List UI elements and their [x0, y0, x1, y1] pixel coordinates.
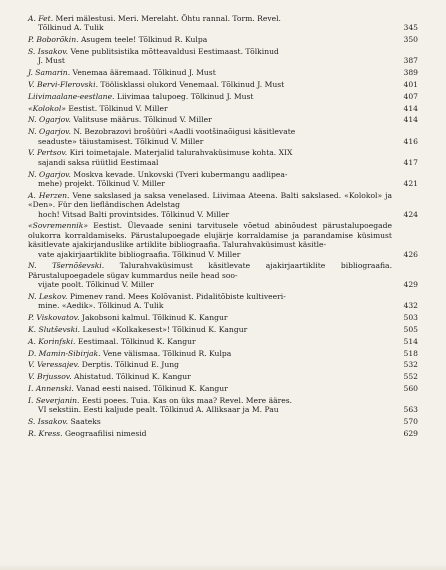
toc-author: A. Fet.	[28, 14, 54, 23]
toc-author: A. Herzen.	[28, 190, 70, 200]
toc-entry	[28, 396, 418, 415]
toc-author: N. Ogarjov.	[28, 115, 71, 125]
toc-title: Kiri toimetajale. Materjalid talurahvaküsimuse kohta. XIX	[69, 148, 293, 158]
toc-title: Eesti poees. Tuia. Kas on üks maa? Revel. Mere ääres.	[81, 395, 293, 405]
toc-entry-first-line	[28, 191, 392, 210]
toc-author: «Sovremennik»	[28, 221, 88, 231]
toc-page-number: 387	[403, 56, 418, 66]
toc-page-number: 350	[403, 35, 418, 45]
toc-entry-first-line	[28, 292, 392, 301]
toc-page-number: 570	[403, 417, 418, 427]
toc-page-number: 629	[403, 428, 418, 438]
toc-entry	[28, 14, 418, 33]
page-edge	[0, 564, 446, 570]
toc-title: Eestist. Ülevaade senini tarvitusele võetud abinõudest pärustalupoegade olukorra korraldamiseks. Pärustalupoegade elujärje korraldamise ja parandamise küsimust käsitlevate ajakirjanduslike artiklite bibliograafia. Talurahvaküsimust käsitle-	[28, 221, 392, 250]
toc-entry	[28, 221, 418, 259]
toc-page-number: 563	[403, 405, 418, 415]
toc-page-number: 552	[403, 372, 418, 382]
toc-entry	[28, 384, 418, 393]
toc-entry	[28, 148, 418, 167]
toc-page-number: 424	[403, 209, 418, 219]
toc-entry	[28, 292, 418, 311]
toc-entry	[28, 68, 418, 77]
toc-entry-first-line	[28, 115, 392, 124]
toc-title: Eestimaal. Tõlkinud K. Kangur	[77, 336, 196, 346]
toc-entry	[28, 261, 418, 289]
toc-page-number: 401	[403, 80, 418, 89]
toc-page-number: 518	[403, 348, 418, 358]
toc-entry-first-line	[28, 14, 392, 23]
toc-page-number: 560	[403, 384, 418, 394]
toc-entry	[28, 325, 418, 334]
toc-author: S. Issakov.	[28, 417, 69, 427]
toc-page-number: 505	[403, 325, 418, 335]
toc-title: Vene välismaa. Tõlkinud R. Kulpa	[102, 348, 232, 358]
toc-page-number: 532	[403, 360, 418, 370]
toc-entry-first-line	[28, 148, 392, 157]
toc-title-continuation: J. Must	[38, 56, 65, 66]
toc-entry	[28, 417, 418, 426]
toc-title-continuation: mehe) projekt. Tõlkinud V. Miller	[38, 179, 165, 188]
toc-entry	[28, 127, 418, 146]
toc-title: Eestist. Tõlkinud V. Miller	[68, 103, 168, 113]
toc-title-continuation: VI sekstiin. Eesti kaljude pealt. Tõlkinud A. Alliksaar ja M. Pau	[38, 405, 279, 415]
toc-author: Liivimaalane-eestlane.	[28, 91, 115, 101]
toc-entry-first-line	[28, 261, 392, 280]
toc-entry-first-line	[28, 68, 392, 77]
toc-entry	[28, 337, 418, 346]
toc-title: Meri mälestusi. Meri. Merelaht. Õhtu rannal. Torm. Revel.	[55, 14, 281, 23]
toc-entry-first-line	[28, 80, 392, 89]
toc-page-number: 407	[403, 91, 418, 101]
toc-entry	[28, 191, 418, 219]
toc-author: N. Tšernõševski.	[28, 261, 105, 271]
toc-title: Derptis. Tõlkinud E. Jung	[81, 360, 179, 370]
toc-title: Valitsuse määrus. Tõlkinud V. Miller	[73, 115, 212, 125]
toc-title-continuation: vijate poolt. Tõlkinud V. Miller	[38, 280, 154, 290]
toc-entry-first-line	[28, 417, 392, 426]
toc-title: Pimenev rand. Mees Kolõvanist. Pidalitõbiste kultiveeri-	[69, 292, 286, 302]
toc-author: V. Brjussov.	[28, 372, 72, 382]
toc-author: I. Annenski.	[28, 384, 74, 394]
toc-page-number: 432	[403, 301, 418, 311]
toc-title: Talurahvaküsimust käsitlevate ajakirjaartiklite bibliograafia. Pärustalupoegadele sügav kummardus neile head soo-	[28, 261, 392, 280]
toc-title-continuation: sajandi saksa rüütlid Eestimaal	[38, 157, 159, 167]
toc-title: Moskva kevade. Unkovski (Tveri kubermangu aadlipea-	[73, 169, 288, 179]
toc-entry	[28, 35, 418, 44]
toc-author: A. Korinfski.	[28, 336, 76, 346]
toc-page-number: 514	[403, 336, 418, 346]
toc-title-continuation: seaduste» täiustamisest. Tõlkinud V. Miller	[38, 136, 204, 146]
toc-entry-first-line	[28, 349, 392, 358]
toc-entry-first-line	[28, 170, 392, 179]
toc-entry-first-line	[28, 384, 392, 393]
toc-entry	[28, 80, 418, 89]
toc-title: Vanad eesti naised. Tõlkinud K. Kangur	[76, 384, 228, 394]
toc-entry	[28, 115, 418, 124]
toc-author: V. Bervi-Flerovski.	[28, 80, 98, 89]
toc-entry	[28, 360, 418, 369]
toc-page-number: 389	[403, 68, 418, 78]
toc-entry	[28, 47, 418, 66]
toc-entry-first-line	[28, 47, 392, 56]
toc-entry-first-line	[28, 313, 392, 322]
toc-author: D. Mamin-Sibirjak.	[28, 348, 101, 358]
toc-title: Vene sakslased ja saksa venelased. Liivimaa Ateena. Balti sakslased. «Kolokol» ja «Den». Für den liefländischen Adelstag	[28, 190, 393, 210]
toc-page-number: 345	[403, 23, 418, 33]
toc-author: V. Veressajev.	[28, 360, 80, 370]
toc-entry-first-line	[28, 325, 392, 334]
toc-title: Liivimaa talupoeg. Tõlkinud J. Must	[116, 91, 254, 101]
toc-page-number: 414	[403, 103, 418, 113]
toc-entry-first-line	[28, 92, 392, 101]
toc-author: N. Ogarjov.	[28, 127, 71, 137]
toc-author: «Kolokol»	[28, 103, 66, 113]
toc-page-number: 416	[403, 136, 418, 146]
toc-title-continuation: vate ajakirjaartiklite bibliograafia. Tõlkinud V. Miller	[38, 249, 241, 259]
toc-author: P. Boborõkin.	[28, 35, 79, 45]
toc-entry	[28, 372, 418, 381]
toc-author: R. Kress.	[28, 428, 63, 438]
toc-author: V. Pertsov.	[28, 148, 68, 158]
toc-entry-first-line	[28, 396, 392, 405]
toc-entry-first-line	[28, 127, 392, 136]
toc-title: Töölisklassi olukord Venemaal. Tõlkinud J. Must	[100, 80, 285, 89]
toc-title: Ahistatud. Tõlkinud K. Kangur	[74, 372, 191, 382]
toc-title-continuation: hoch! Vitsad Balti provintsides. Tõlkinud V. Miller	[38, 209, 230, 219]
toc-entry	[28, 429, 418, 438]
toc-title: Venemaa ääremaad. Tõlkinud J. Must	[72, 68, 216, 78]
toc-entry-first-line	[28, 372, 392, 381]
toc-title: Asugem teele! Tõlkinud R. Kulpa	[80, 35, 208, 45]
toc-title-continuation: Tõlkinud A. Tulik	[38, 23, 104, 33]
toc-entry-first-line	[28, 360, 392, 369]
toc-page-number: 421	[403, 179, 418, 188]
toc-entry	[28, 170, 418, 189]
toc-entry-first-line	[28, 221, 392, 249]
toc-author: K. Slutševski.	[28, 325, 81, 335]
toc-title: N. Bezobrazovi brošüüri «Aadli vootšinaõigusi käsitlevate	[73, 127, 296, 137]
toc-page-number: 429	[403, 280, 418, 290]
toc-author: P. Viskovatov.	[28, 313, 80, 323]
toc-entry	[28, 92, 418, 101]
toc-entry	[28, 313, 418, 322]
toc-title: Laulud «Kolkakesest»! Tõlkinud K. Kangur	[82, 325, 248, 335]
toc-entry-first-line	[28, 104, 392, 113]
toc-title: Vene publitsistika mõtteavaldusi Eestimaast. Tõlkinud	[70, 47, 279, 56]
toc-entry-first-line	[28, 429, 392, 438]
toc-page-number: 414	[403, 115, 418, 125]
toc-page-number: 503	[403, 313, 418, 323]
toc-entry-first-line	[28, 337, 392, 346]
table-of-contents	[28, 14, 418, 441]
toc-author: S. Issakov.	[28, 47, 69, 56]
toc-author: J. Samarin.	[28, 68, 71, 78]
toc-entry	[28, 349, 418, 358]
toc-entry	[28, 104, 418, 113]
toc-title: Jakobsoni kalmul. Tõlkinud K. Kangur	[81, 313, 228, 323]
toc-page-number: 417	[403, 157, 418, 167]
toc-title: Geograafilisi nimesid	[64, 428, 147, 438]
toc-page-number: 426	[403, 249, 418, 259]
toc-title: Saateks	[70, 417, 101, 427]
toc-author: N. Ogarjov.	[28, 169, 71, 179]
toc-author: N. Leskov.	[28, 292, 68, 302]
toc-author: I. Severjanin.	[28, 395, 80, 405]
toc-entry-first-line	[28, 35, 392, 44]
toc-title-continuation: mine. «Aedik». Tõlkinud A. Tulik	[38, 301, 164, 311]
